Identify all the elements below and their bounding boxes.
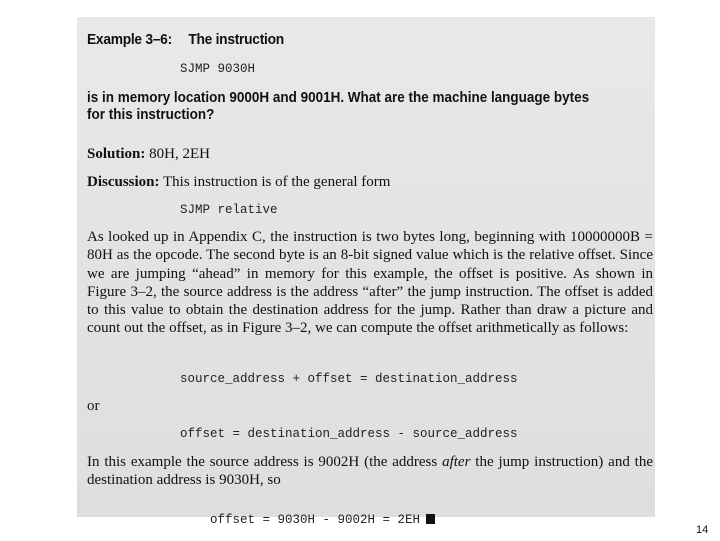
equation-result: offset = 9030H - 9002H = 2EH — [210, 513, 421, 527]
example-title: The instruction — [188, 31, 284, 48]
explanation-paragraph: As looked up in Appendix C, the instruction is two bytes long, beginning with 10000000B = 80H as the opcode. The second byte is an 8-bit signed value which is the relative offset. Since we are jumping “ahead” in memory for this example, the offset is positive. As shown in Figure 3–2, the source address is the address “after” the jump instruction. The offset is added to this value to obtain the destination address for the jump. Rather than draw a picture and count out the offset, as in Figure 3–2, we can compute the offset arithmetically as follows: — [87, 229, 653, 337]
discussion-line — [87, 173, 390, 191]
slide-page-number: 14 — [696, 524, 709, 536]
scanned-page — [77, 17, 655, 527]
equation-result-line — [180, 499, 435, 541]
example-paragraph — [87, 453, 653, 490]
example-text-before: In this example the source address is 9002H (the address — [87, 454, 443, 470]
solution-text: 80H, 2EH — [145, 146, 210, 162]
question-text: is in memory location 9000H and 9001H. What are the machine language bytes for this instruction? — [87, 90, 590, 123]
example-heading — [87, 31, 284, 48]
solution-line — [87, 145, 210, 163]
equation-sum: source_address + offset = destination_address — [180, 372, 518, 386]
discussion-text: This instruction is of the general form — [159, 174, 391, 190]
example-text-after: the jump instruction) and the destination address is 9030H, so — [87, 454, 653, 489]
or-text: or — [87, 398, 100, 414]
equation-difference: offset = destination_address - source_address — [180, 427, 518, 441]
solution-label: Solution: — [87, 146, 146, 162]
discussion-label: Discussion: — [87, 174, 160, 190]
example-text-emphasis: after — [442, 454, 471, 470]
bleed-through-text: ····················· — [407, 19, 491, 33]
example-number: Example 3–6: — [87, 31, 172, 48]
code-sjmp: SJMP 9030H — [180, 62, 256, 76]
end-of-example-square-icon — [426, 514, 435, 524]
code-general-form: SJMP relative — [180, 203, 278, 217]
